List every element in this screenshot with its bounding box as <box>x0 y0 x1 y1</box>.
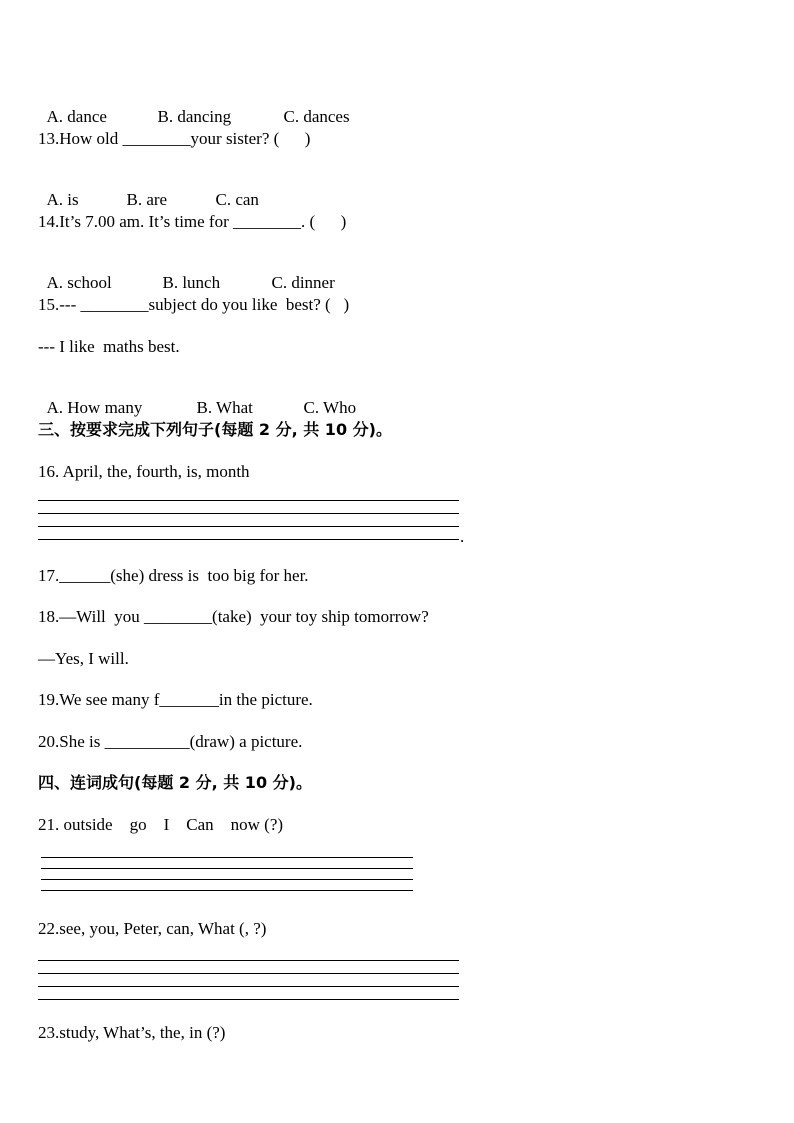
q16-answer-line-1[interactable] <box>38 500 459 501</box>
q14-option-b[interactable]: B. lunch <box>162 273 221 292</box>
q13-options <box>38 170 259 210</box>
q13-option-c[interactable]: C. can <box>215 190 259 209</box>
q15-reply: --- I like maths best. <box>38 337 180 356</box>
q20-prompt: 20.She is __________(draw) a picture. <box>38 732 303 751</box>
q21-answer-line-4[interactable] <box>41 890 413 891</box>
q14-option-c[interactable]: C. dinner <box>271 273 335 292</box>
q18-prompt: 18.—Will you ________(take) your toy ship tomorrow? <box>38 607 429 626</box>
q13-option-b[interactable]: B. are <box>126 190 168 209</box>
q15-option-a[interactable]: A. How many <box>46 398 143 417</box>
q14-prompt: 14.It’s 7.00 am. It’s time for ________. ( ) <box>38 212 347 231</box>
q21-prompt: 21. outside go I Can now (?) <box>38 815 284 834</box>
q16-end-mark: . <box>460 527 465 546</box>
q15-options <box>38 378 356 418</box>
q14-options <box>38 253 335 293</box>
q22-prompt: 22.see, you, Peter, can, What (, ?) <box>38 919 267 938</box>
q21-answer-line-1[interactable] <box>41 857 413 858</box>
q22-answer-line-1[interactable] <box>38 960 459 961</box>
q13-option-a[interactable]: A. is <box>46 190 79 209</box>
q17-prompt: 17.______(she) dress is too big for her. <box>38 566 309 585</box>
q14-option-a[interactable]: A. school <box>46 273 112 292</box>
section-3-heading: 三、按要求完成下列句子(每题 2 分, 共 10 分)。 <box>38 420 392 439</box>
q12-options <box>38 87 350 127</box>
q13-prompt: 13.How old ________your sister? ( ) <box>38 129 311 148</box>
q15-option-b[interactable]: B. What <box>196 398 253 417</box>
q15-option-c[interactable]: C. Who <box>303 398 357 417</box>
q21-answer-line-3[interactable] <box>41 879 413 880</box>
q15-prompt: 15.--- ________subject do you like best? ( ) <box>38 295 350 314</box>
q16-answer-line-4[interactable] <box>38 539 459 540</box>
q21-answer-line-2[interactable] <box>41 868 413 869</box>
q22-answer-line-3[interactable] <box>38 986 459 987</box>
q16-answer-line-2[interactable] <box>38 513 459 514</box>
q19-prompt: 19.We see many f_______in the picture. <box>38 690 313 709</box>
q22-answer-line-4[interactable] <box>38 999 459 1000</box>
q12-option-b[interactable]: B. dancing <box>157 107 232 126</box>
q12-option-a[interactable]: A. dance <box>46 107 107 126</box>
q23-prompt: 23.study, What’s, the, in (?) <box>38 1023 226 1042</box>
q16-answer-line-3[interactable] <box>38 526 459 527</box>
q16-prompt: 16. April, the, fourth, is, month <box>38 462 250 481</box>
q18-reply: —Yes, I will. <box>38 649 129 668</box>
q12-option-c[interactable]: C. dances <box>283 107 350 126</box>
section-4-heading: 四、连词成句(每题 2 分, 共 10 分)。 <box>38 773 312 792</box>
q22-answer-line-2[interactable] <box>38 973 459 974</box>
